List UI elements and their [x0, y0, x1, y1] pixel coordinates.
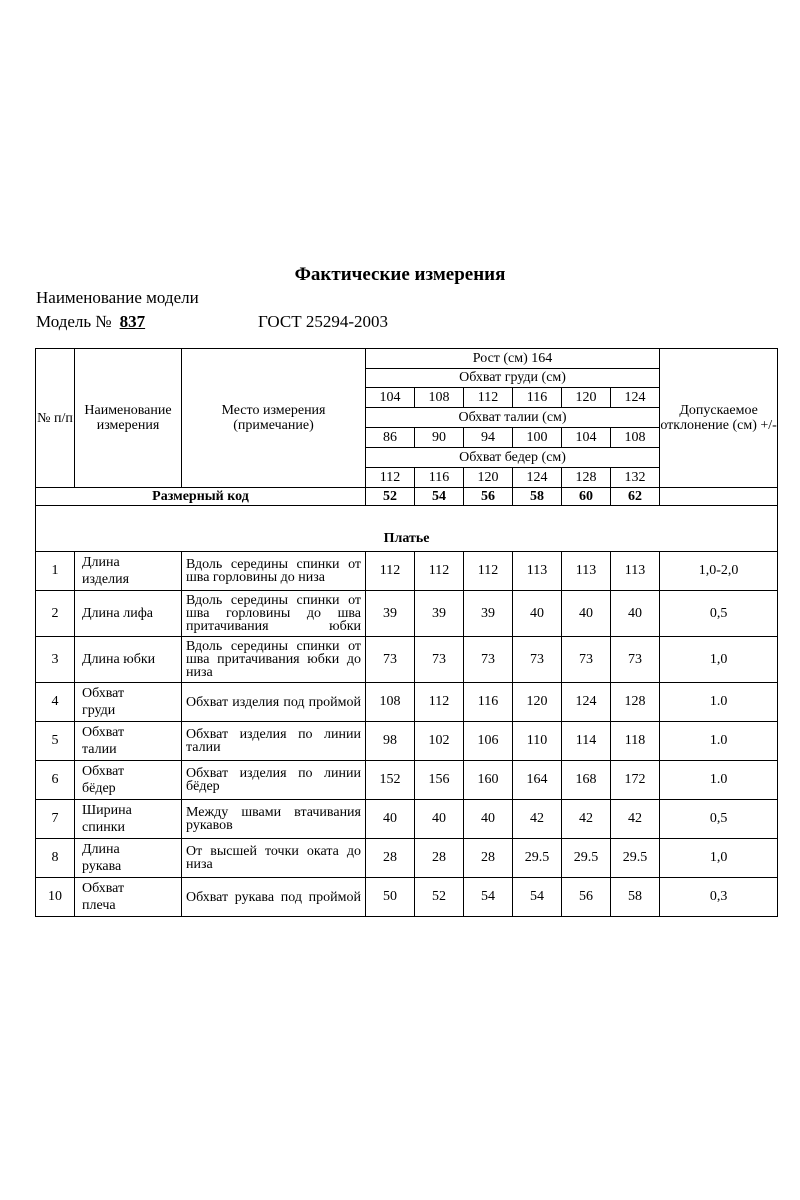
chest-size-cell: 108	[415, 388, 464, 408]
measurement-value: 54	[513, 878, 562, 917]
measurement-place: Обхват рукава под проймой	[182, 878, 366, 917]
measurement-value: 112	[415, 683, 464, 722]
hips-size-cell: 124	[513, 468, 562, 488]
measurement-place: Вдоль середины спинки от шва горловины до шва притачивания юбки	[182, 591, 366, 637]
size-code-cell: 62	[611, 488, 660, 506]
measurement-name-line1: Обхват	[82, 725, 125, 740]
size-code-cell: 58	[513, 488, 562, 506]
measurement-value: 39	[366, 591, 415, 637]
measurement-value: 164	[513, 761, 562, 800]
measurement-name	[75, 683, 182, 722]
measurement-value: 112	[464, 552, 513, 591]
measurement-value: 98	[366, 722, 415, 761]
model-name-label: Наименование модели	[36, 288, 199, 307]
row-number: 6	[36, 761, 75, 800]
measurement-name-line1: Ширина	[82, 803, 132, 818]
row-number: 8	[36, 839, 75, 878]
measurement-name	[75, 722, 182, 761]
measurement-value: 118	[611, 722, 660, 761]
measurement-name-line1: Длина	[82, 842, 120, 857]
measurement-name-line2: спинки	[82, 820, 125, 835]
measurement-name-line1: Обхват	[82, 764, 125, 779]
measurement-name	[75, 878, 182, 917]
measurement-value: 172	[611, 761, 660, 800]
measurement-value: 102	[415, 722, 464, 761]
row-number: 7	[36, 800, 75, 839]
measurement-place: Между швами втачивания рукавов	[182, 800, 366, 839]
measurement-value: 73	[415, 637, 464, 683]
measurement-value: 156	[415, 761, 464, 800]
table-row	[36, 878, 778, 917]
tolerance-value: 0,3	[660, 878, 778, 917]
measurement-value: 73	[562, 637, 611, 683]
measurement-value: 128	[611, 683, 660, 722]
measurement-value: 39	[415, 591, 464, 637]
hips-size-cell: 128	[562, 468, 611, 488]
tolerance-value: 1.0	[660, 683, 778, 722]
table-row	[36, 800, 778, 839]
header-chest-label: Обхват груди (см)	[366, 369, 660, 388]
measurement-value: 114	[562, 722, 611, 761]
row-number: 4	[36, 683, 75, 722]
measurement-value: 39	[464, 591, 513, 637]
measurement-value: 56	[562, 878, 611, 917]
measurement-value: 42	[562, 800, 611, 839]
header-waist-label: Обхват талии (см)	[366, 408, 660, 428]
header-hips-label: Обхват бедер (см)	[366, 448, 660, 468]
size-code-label: Размерный код	[36, 488, 366, 506]
model-number-label: Модель №	[36, 312, 112, 331]
measurement-value: 152	[366, 761, 415, 800]
size-code-blank	[660, 488, 778, 506]
model-number: 837	[119, 312, 146, 331]
chest-size-cell: 112	[464, 388, 513, 408]
table-row	[36, 552, 778, 591]
measurement-value: 160	[464, 761, 513, 800]
measurement-value: 110	[513, 722, 562, 761]
table-row	[36, 637, 778, 683]
measurement-name	[75, 839, 182, 878]
measurement-value: 29.5	[611, 839, 660, 878]
measurement-name	[75, 591, 182, 637]
table-row	[36, 683, 778, 722]
waist-size-cell: 104	[562, 428, 611, 448]
size-code-cell: 54	[415, 488, 464, 506]
measurement-name-line1: Длина	[82, 555, 120, 570]
header-height: Рост (см) 164	[366, 349, 660, 369]
chest-size-cell: 124	[611, 388, 660, 408]
row-number: 5	[36, 722, 75, 761]
row-number: 1	[36, 552, 75, 591]
measurement-value: 40	[562, 591, 611, 637]
chest-size-cell: 104	[366, 388, 415, 408]
measurement-value: 106	[464, 722, 513, 761]
measurement-value: 168	[562, 761, 611, 800]
measurement-name	[75, 552, 182, 591]
header-place: Место измерения (примечание)	[182, 349, 366, 488]
hips-size-cell: 112	[366, 468, 415, 488]
measurement-value: 73	[611, 637, 660, 683]
measurement-value: 40	[611, 591, 660, 637]
row-number: 2	[36, 591, 75, 637]
measurement-name-line1: Длина юбки	[82, 652, 156, 667]
measurement-value: 52	[415, 878, 464, 917]
measurement-place: Обхват изделия под проймой	[182, 683, 366, 722]
measurement-value: 40	[415, 800, 464, 839]
tolerance-value: 0,5	[660, 591, 778, 637]
waist-size-cell: 108	[611, 428, 660, 448]
measurement-value: 42	[513, 800, 562, 839]
measurement-name-line2: изделия	[82, 572, 130, 587]
document-title: Фактические измерения	[294, 264, 506, 285]
table-row	[36, 591, 778, 637]
size-code-cell: 52	[366, 488, 415, 506]
measurement-value: 113	[611, 552, 660, 591]
table-row	[36, 761, 778, 800]
tolerance-value: 1,0-2,0	[660, 552, 778, 591]
header-tolerance: Допускаемое отклонение (см) +/-	[660, 349, 778, 488]
measurement-name	[75, 761, 182, 800]
measurement-name-line2: плеча	[82, 898, 116, 913]
measurement-name-line2: талии	[82, 742, 117, 757]
measurement-value: 28	[464, 839, 513, 878]
waist-size-cell: 100	[513, 428, 562, 448]
measurement-value: 40	[513, 591, 562, 637]
hips-size-cell: 132	[611, 468, 660, 488]
measurement-place: Обхват изделия по линии талии	[182, 722, 366, 761]
measurement-name-line2: груди	[82, 703, 116, 718]
measurement-value: 73	[464, 637, 513, 683]
row-number: 10	[36, 878, 75, 917]
gost-standard: ГОСТ 25294-2003	[258, 312, 389, 331]
measurement-value: 73	[366, 637, 415, 683]
header-name: Наименование измерения	[75, 349, 182, 488]
header-num: № п/п	[36, 349, 75, 488]
measurement-place: Обхват изделия по линии бёдер	[182, 761, 366, 800]
measurement-place: Вдоль середины спинки от шва притачивания юбки до низа	[182, 637, 366, 683]
chest-size-cell: 120	[562, 388, 611, 408]
tolerance-value: 1.0	[660, 722, 778, 761]
size-code-cell: 60	[562, 488, 611, 506]
measurement-name-line1: Обхват	[82, 881, 125, 896]
measurement-value: 42	[611, 800, 660, 839]
measurement-name-line2: рукава	[82, 859, 122, 874]
waist-size-cell: 86	[366, 428, 415, 448]
chest-size-cell: 116	[513, 388, 562, 408]
table-row	[36, 839, 778, 878]
measurement-name-line2: бёдер	[82, 781, 116, 796]
measurement-value: 113	[562, 552, 611, 591]
tolerance-value: 1,0	[660, 839, 778, 878]
hips-size-cell: 116	[415, 468, 464, 488]
section-title: Платье	[36, 506, 778, 552]
measurement-value: 116	[464, 683, 513, 722]
measurement-value: 50	[366, 878, 415, 917]
table-row	[36, 722, 778, 761]
measurement-value: 108	[366, 683, 415, 722]
tolerance-value: 1.0	[660, 761, 778, 800]
measurement-name-line1: Длина лифа	[82, 606, 153, 621]
measurement-value: 40	[464, 800, 513, 839]
measurements-table	[35, 348, 778, 917]
measurement-value: 29.5	[562, 839, 611, 878]
measurement-place: Вдоль середины спинки от шва горловины до низа	[182, 552, 366, 591]
tolerance-value: 0,5	[660, 800, 778, 839]
measurement-value: 73	[513, 637, 562, 683]
measurement-value: 58	[611, 878, 660, 917]
hips-size-cell: 120	[464, 468, 513, 488]
measurement-value: 28	[415, 839, 464, 878]
size-code-cell: 56	[464, 488, 513, 506]
measurement-value: 40	[366, 800, 415, 839]
measurement-value: 112	[415, 552, 464, 591]
measurement-name	[75, 637, 182, 683]
measurement-name-line1: Обхват	[82, 686, 125, 701]
measurement-value: 28	[366, 839, 415, 878]
tolerance-value: 1,0	[660, 637, 778, 683]
waist-size-cell: 90	[415, 428, 464, 448]
measurement-value: 29.5	[513, 839, 562, 878]
model-number-line	[36, 312, 145, 332]
measurement-value: 120	[513, 683, 562, 722]
row-number: 3	[36, 637, 75, 683]
measurement-value: 54	[464, 878, 513, 917]
waist-size-cell: 94	[464, 428, 513, 448]
measurement-place: От высшей точки оката до низа	[182, 839, 366, 878]
measurement-name	[75, 800, 182, 839]
measurement-value: 113	[513, 552, 562, 591]
measurement-value: 112	[366, 552, 415, 591]
measurement-value: 124	[562, 683, 611, 722]
